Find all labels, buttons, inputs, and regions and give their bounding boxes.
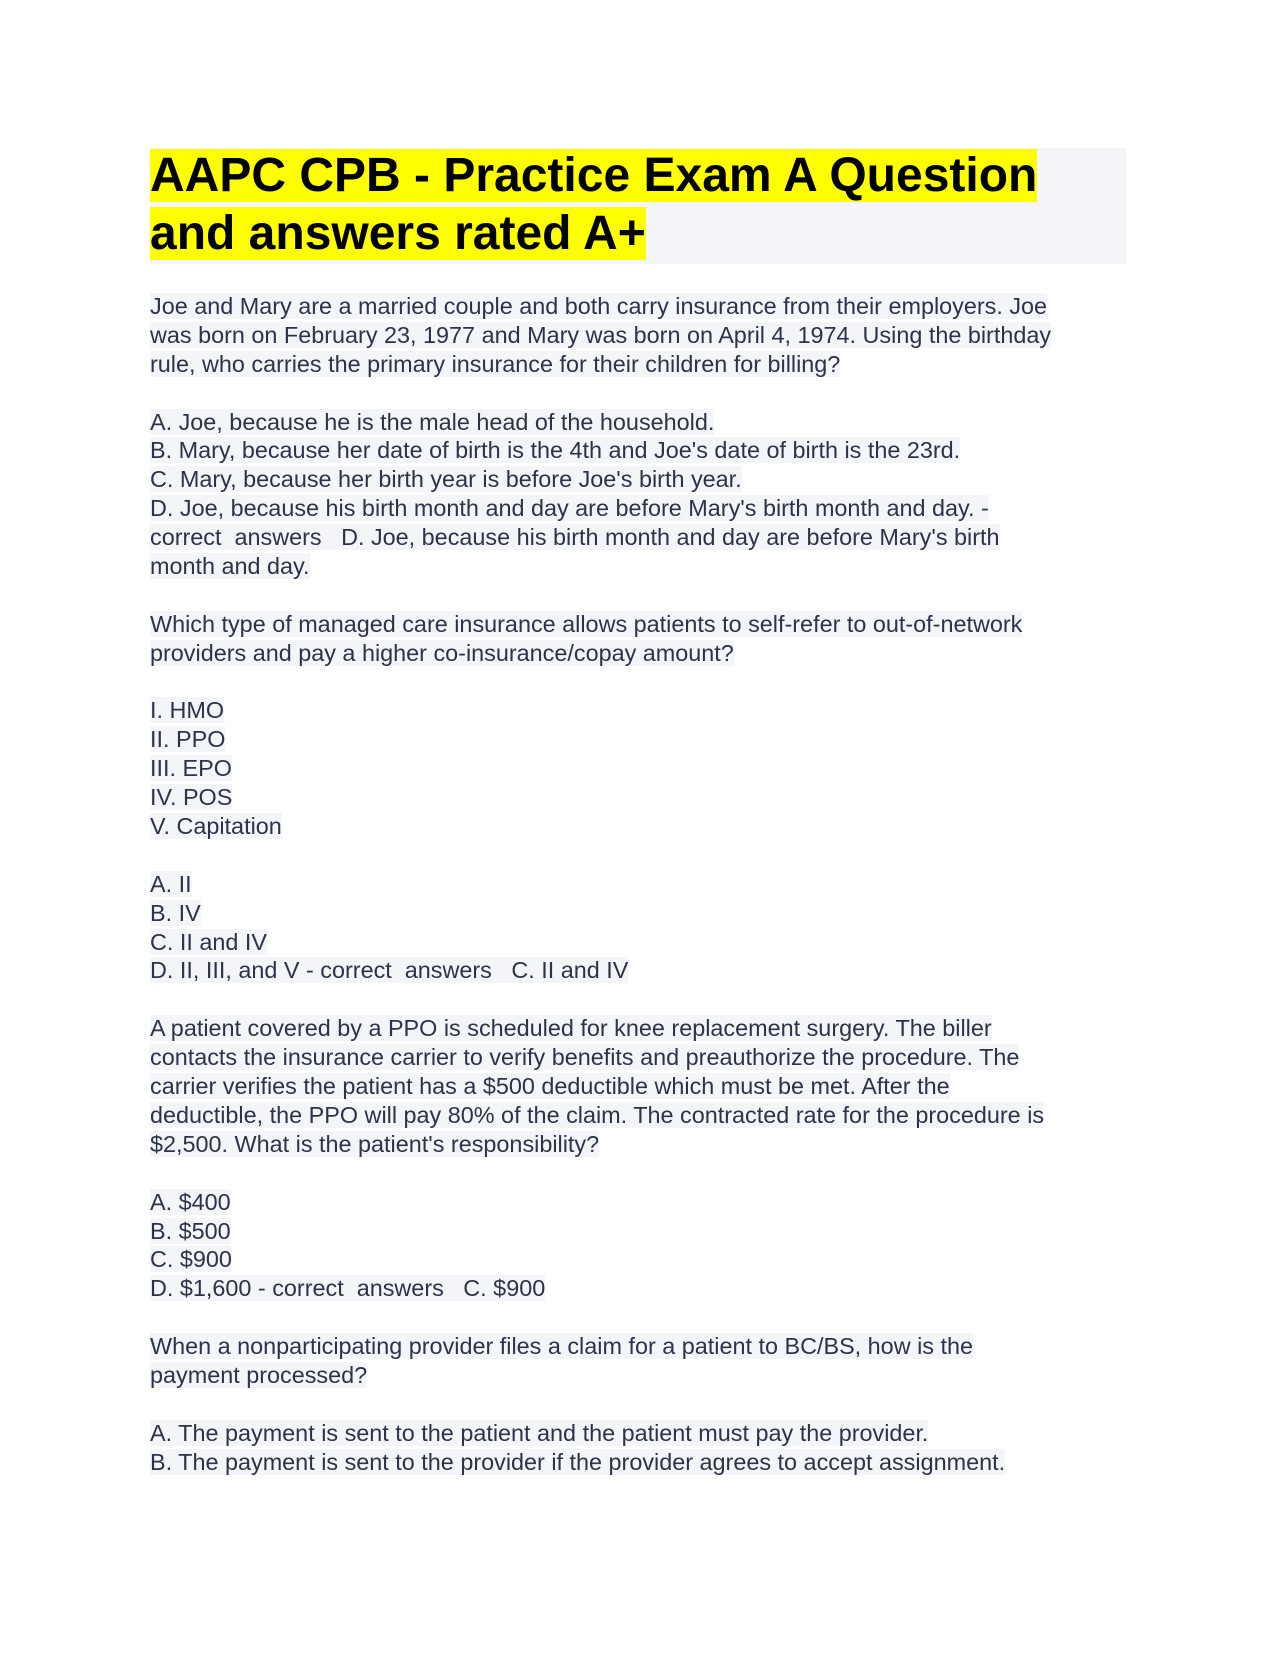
answer-line: month and day. [150, 553, 310, 580]
page-title-line-2: and answers rated A+ [150, 207, 646, 260]
list-item: III. EPO [150, 755, 232, 782]
option-line: C. Mary, because her birth year is before Joe's birth year. [150, 466, 742, 493]
text-line: payment processed? [150, 1361, 368, 1388]
list-item: IV. POS [150, 784, 233, 811]
list-item: V. Capitation [150, 813, 282, 840]
question-3-options [150, 1188, 1130, 1304]
option-line: B. IV [150, 899, 201, 926]
option-line: B. Mary, because her date of birth is the 4th and Joe's date of birth is the 23rd. [150, 437, 961, 464]
option-line: A. $400 [150, 1188, 231, 1215]
text-line: providers and pay a higher co-insurance/copay amount? [150, 639, 734, 666]
question-4-options [150, 1419, 1130, 1477]
question-1-text [150, 292, 1130, 379]
text-line: A patient covered by a PPO is scheduled for knee replacement surgery. The biller [150, 1015, 992, 1042]
text-line: deductible, the PPO will pay 80% of the claim. The contracted rate for the procedure is [150, 1101, 1045, 1128]
text-line: Which type of managed care insurance allows patients to self-refer to out-of-network [150, 610, 1023, 637]
question-3-text [150, 1014, 1130, 1158]
list-item: II. PPO [150, 726, 226, 753]
text-line: contacts the insurance carrier to verify benefits and preauthorize the procedure. The [150, 1044, 1020, 1071]
option-line: A. II [150, 870, 192, 897]
question-1-options [150, 408, 1130, 581]
option-line: C. II and IV [150, 928, 268, 955]
question-2-types [150, 696, 1130, 840]
list-item: I. HMO [150, 697, 225, 724]
option-line: A. The payment is sent to the patient and the patient must pay the provider. [150, 1419, 929, 1446]
option-line: C. $900 [150, 1246, 232, 1273]
option-line: A. Joe, because he is the male head of the household. [150, 408, 715, 435]
question-2-options [150, 870, 1130, 986]
text-line: carrier verifies the patient has a $500 deductible which must be met. After the [150, 1073, 950, 1100]
answer-line: D. $1,600 - correct answers C. $900 [150, 1275, 546, 1302]
question-2-text [150, 610, 1130, 668]
document-body [150, 292, 1130, 1505]
text-line: was born on February 23, 1977 and Mary was born on April 4, 1974. Using the birthday [150, 321, 1052, 348]
option-line: D. Joe, because his birth month and day are before Mary's birth month and day. - [150, 495, 989, 522]
answer-line: D. II, III, and V - correct answers C. II and IV [150, 957, 629, 984]
text-line: $2,500. What is the patient's responsibility? [150, 1130, 600, 1157]
option-line: B. $500 [150, 1217, 231, 1244]
answer-line: correct answers D. Joe, because his birth month and day are before Mary's birth [150, 524, 1000, 551]
option-line: B. The payment is sent to the provider if the provider agrees to accept assignment. [150, 1448, 1006, 1475]
text-line: rule, who carries the primary insurance for their children for billing? [150, 350, 841, 377]
question-4-text [150, 1332, 1130, 1390]
text-line: When a nonparticipating provider files a claim for a patient to BC/BS, how is the [150, 1333, 973, 1360]
text-line: Joe and Mary are a married couple and both carry insurance from their employers. Joe [150, 293, 1048, 319]
page-title-line-1: AAPC CPB - Practice Exam A Question [150, 149, 1038, 202]
